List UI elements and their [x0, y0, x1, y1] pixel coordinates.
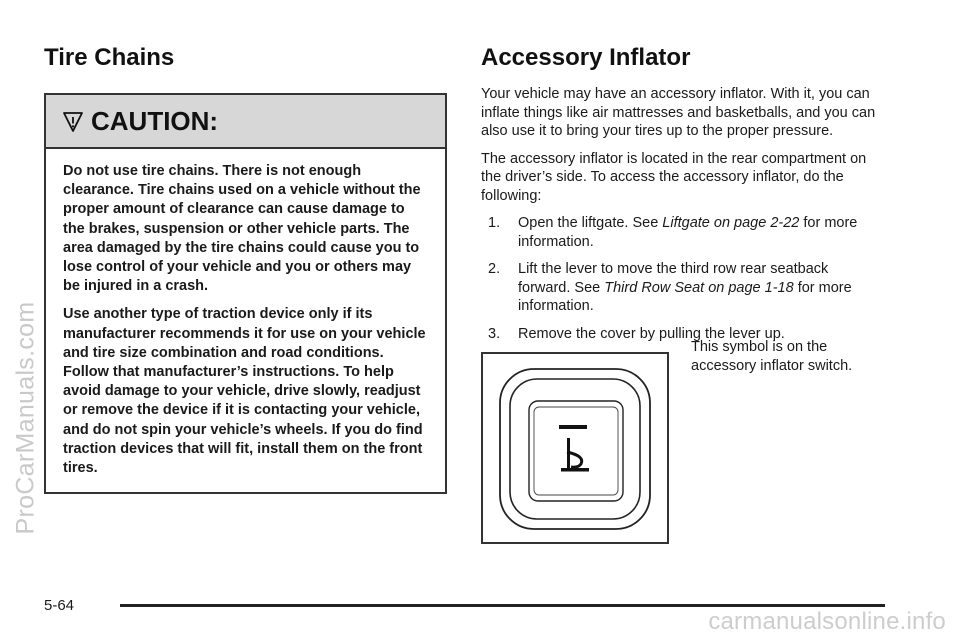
inflator-switch-illustration: [481, 352, 669, 544]
step-text-part: for more information.: [518, 215, 858, 250]
list-item: [488, 260, 881, 316]
step-number: 2.: [488, 261, 501, 277]
steps-list: [481, 214, 881, 343]
step-text: [518, 260, 881, 316]
step-number: 3.: [488, 325, 501, 342]
tire-chains-section: [44, 44, 447, 494]
accessory-inflator-switch-icon: [483, 354, 667, 542]
caution-label: CAUTION:: [91, 105, 219, 136]
watermark-bottom: carmanualsonline.info: [708, 608, 946, 635]
caution-box: [44, 93, 447, 494]
step-text: Remove the cover by pulling the lever up.: [518, 325, 785, 342]
step-text-part: for more information.: [518, 279, 852, 314]
step-text-part: Lift the lever to move the third row rear seatback forward. See: [518, 261, 829, 296]
symbol-caption: This symbol is on the accessory inflator switch.: [691, 339, 853, 374]
caution-paragraph: Use another type of traction device only if its manufacturer recommends it for use on your vehicle and tire size combination and road conditions. Follow that manufacturer’s instructions. To help avoid damage to your vehicle, drive slowly, readjust or remove the device if it is contacting your vehicle, and do not spin your vehicle’s wheels. If you do find traction devices that will fit, install them on the front tires.: [63, 306, 426, 477]
page-number: 5-64: [44, 597, 75, 614]
accessory-inflator-section: [481, 44, 881, 552]
step-text: [518, 214, 881, 251]
warning-triangle-icon: [61, 109, 85, 133]
caution-body: [46, 149, 445, 492]
symbol-figure: [481, 339, 881, 552]
step-text-part: Open the liftgate. See: [518, 215, 663, 231]
caution-paragraph: Do not use tire chains. There is not enough clearance. Tire chains used on a vehicle without the proper amount of clearance can cause damage to the brakes, suspension or other vehicle parts. The area damaged by the tire chains could cause you to lose control of your vehicle and you or others may be injured in a crash.: [63, 163, 421, 295]
accessory-inflator-heading: Accessory Inflator: [481, 44, 691, 71]
watermark-side: ProCarManuals.com: [11, 301, 40, 535]
location-paragraph: The accessory inflator is located in the rear compartment on the driver’s side. To access the accessory inflator, do the following:: [481, 150, 867, 204]
list-item: [488, 214, 881, 251]
intro-paragraph: Your vehicle may have an accessory inflator. With it, you can inflate things like air mattresses and basketballs, and you can also use it to bring your tires up to the proper pressure.: [481, 86, 876, 139]
tire-chains-heading: Tire Chains: [44, 44, 175, 71]
step-number: 1.: [488, 215, 501, 231]
caution-header: [46, 95, 445, 149]
liftgate-page-link[interactable]: Liftgate on page 2-22: [662, 215, 800, 231]
third-row-seat-page-link[interactable]: Third Row Seat on page 1-18: [604, 279, 794, 296]
footer-divider: [120, 604, 885, 607]
